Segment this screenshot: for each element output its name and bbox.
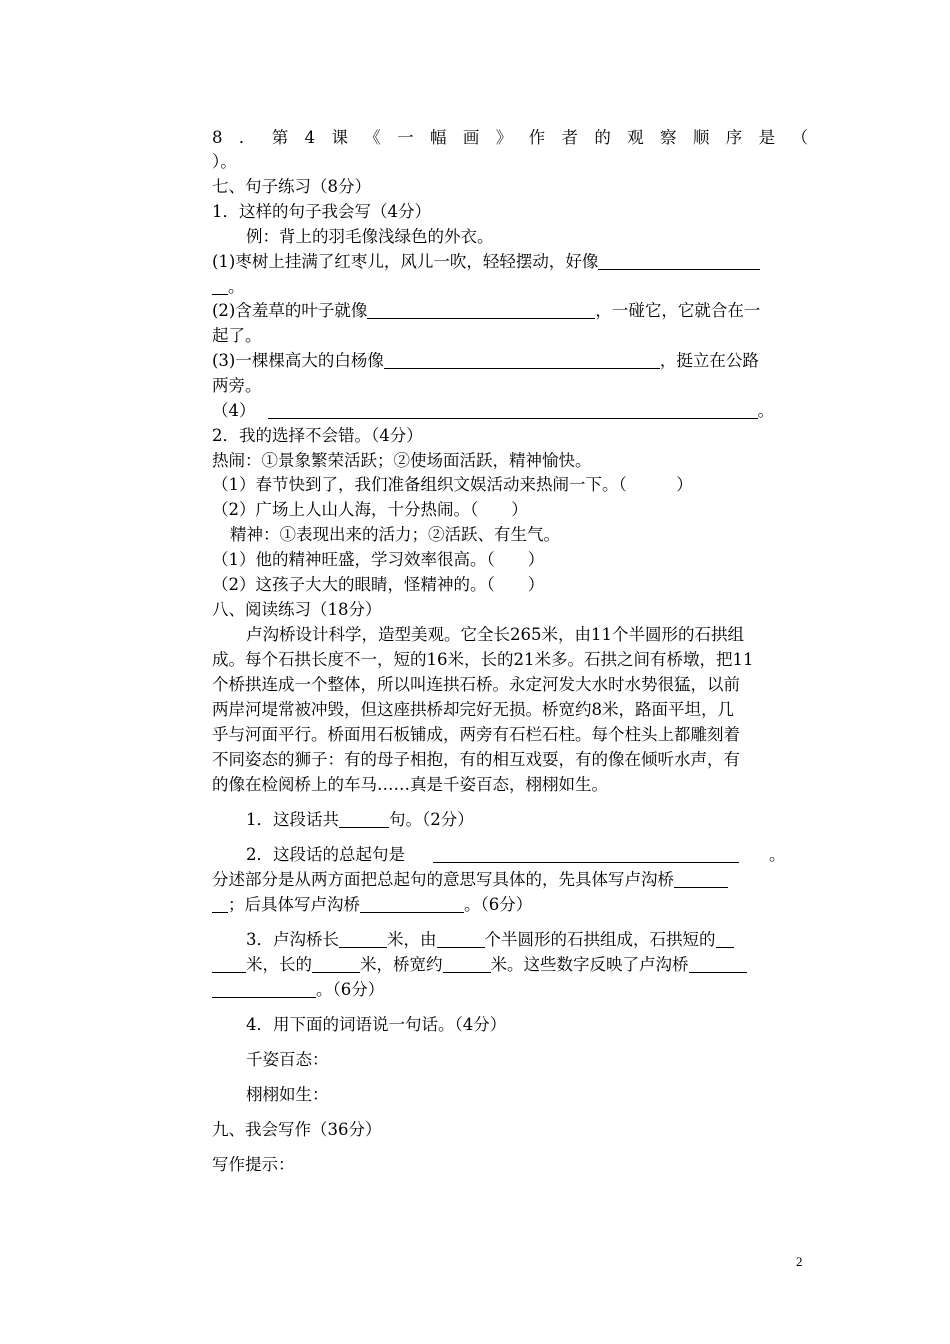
choice-4[interactable]: （2）这孩子大大的眼睛，怪精神的。（ ） [212, 575, 545, 594]
sentence-2 [212, 299, 808, 323]
text: ，挺立在公路 [659, 351, 759, 370]
answer-blank[interactable] [212, 955, 246, 973]
text: 。 [228, 277, 245, 296]
q2-heading: 2．我的选择不会错。（4分） [212, 426, 423, 445]
sentence-1-text: (1)枣树上挂满了红枣儿，风儿一吹，轻轻摆动，好像 [212, 252, 599, 271]
q8-char: 幅 [430, 128, 447, 147]
definition-jingshen: 精神：①表现出来的活力；②活跃、有生气。 [230, 525, 560, 544]
text: 分述部分是从两方面把总起句的意思写具体的，先具体写卢沟桥 [212, 870, 674, 889]
passage-line: 的像在检阅桥上的车马……真是千姿百态，栩栩如生。 [212, 775, 608, 794]
answer-blank[interactable] [437, 930, 485, 948]
choice-2[interactable]: （2）广场上人山人海，十分热闹。（ ） [212, 500, 528, 519]
sentence-2-text: (2)含羞草的叶子就像 [212, 301, 368, 320]
answer-blank[interactable] [339, 810, 389, 828]
question-8-line [212, 126, 808, 150]
reading-q1 [212, 808, 842, 832]
passage-line: 卢沟桥设计科学，造型美观。它全长265米，由11个半圆形的石拱组 [246, 625, 744, 644]
answer-blank[interactable] [689, 955, 747, 973]
page-number: 2 [796, 1254, 803, 1269]
text: 句。（2分） [389, 810, 474, 829]
passage-line: 乎与河面平行。桥面用石板铺成，两旁有石栏石柱。每个柱头上都雕刻着 [212, 725, 740, 744]
q8-char: 第 [271, 128, 289, 147]
answer-blank[interactable] [674, 870, 728, 888]
text: ）。 [212, 152, 237, 171]
q8-char: 》 [495, 128, 513, 147]
passage-line: 成。每个石拱长度不一，短的16米，长的21米多。石拱之间有桥墩，把11 [212, 650, 754, 669]
definition-renao: 热闹：①景象繁荣活跃；②使场面活跃，精神愉快。 [212, 451, 592, 470]
section-7-heading: 七、句子练习（8分） [212, 177, 371, 196]
q8-char: 的 [594, 128, 611, 147]
reading-q4: 4．用下面的词语说一句话。（4分） [246, 1015, 507, 1034]
sentence-3-text: (3)一棵棵高大的白杨像 [212, 351, 384, 370]
text: 米。这些数字反映了卢沟桥 [490, 955, 689, 974]
answer-blank[interactable] [443, 955, 491, 973]
reading-q3-cont [212, 953, 808, 977]
q8-char: 是 [758, 128, 776, 147]
answer-blank[interactable] [212, 980, 316, 998]
section-9-heading: 九、我会写作（36分） [212, 1120, 382, 1139]
q8-char: 察 [660, 128, 677, 147]
text: 米，长的 [246, 955, 312, 974]
q8-char: 一 [397, 128, 414, 147]
answer-blank[interactable] [312, 955, 360, 973]
text: 个半圆形的石拱组成，石拱短的 [484, 930, 716, 949]
q8-char: 画 [462, 128, 480, 147]
passage-line: 个桥拱连成一个整体，所以叫连拱石桥。永定河发大水时水势很猛，以前 [212, 675, 740, 694]
word-qianzibaitai: 千姿百态： [246, 1050, 329, 1069]
text: 1．这段话共 [246, 810, 339, 829]
section-8-heading: 八、阅读练习（18分） [212, 600, 382, 619]
text: 2．这段话的总起句是 [246, 845, 405, 864]
text: 。 [769, 845, 786, 864]
q8-char: 顺 [692, 128, 710, 147]
answer-blank[interactable] [212, 895, 228, 913]
q8-char: 序 [725, 128, 743, 147]
text: 。（6分） [464, 895, 533, 914]
sentence-1-cont [212, 275, 808, 299]
answer-blank[interactable] [384, 351, 660, 369]
answer-blank[interactable] [598, 252, 760, 270]
example-sentence: 例：背上的羽毛像浅绿色的外衣。 [246, 227, 494, 246]
q8-char: 者 [561, 128, 578, 147]
text: 。（6分） [316, 980, 385, 999]
writing-tips: 写作提示： [212, 1155, 295, 1174]
q8-char: 课 [331, 128, 348, 147]
text: 3．卢沟桥长 [246, 930, 339, 949]
sentence-4 [212, 399, 808, 423]
q8-char: 作 [528, 128, 546, 147]
q8-char: ． [238, 128, 256, 147]
answer-blank[interactable] [268, 401, 758, 419]
q8-char: 《 [364, 128, 381, 147]
answer-blank[interactable] [339, 930, 387, 948]
text: （4） [212, 401, 256, 420]
text: 。 [757, 401, 774, 420]
reading-q2 [212, 843, 842, 867]
reading-q2-cont2 [212, 893, 808, 917]
word-xuxurusheng: 栩栩如生： [246, 1085, 329, 1104]
answer-blank[interactable] [212, 277, 228, 295]
passage-line: 两岸河堤常被冲毁，但这座拱桥却完好无损。桥宽约8米，路面平坦，几 [212, 700, 734, 719]
answer-blank[interactable] [360, 895, 464, 913]
choice-1[interactable]: （1）春节快到了，我们准备组织文娱活动来热闹一下。（ ） [212, 475, 693, 494]
q8-char: 观 [627, 128, 644, 147]
passage-line: 不同姿态的狮子：有的母子相抱，有的相互戏耍，有的像在倾听水声，有 [212, 750, 740, 769]
q8-char: 8 [212, 128, 223, 147]
answer-blank[interactable] [716, 930, 734, 948]
text: ；后具体写卢沟桥 [228, 895, 360, 914]
question-8-cont [212, 150, 808, 174]
reading-q3-cont2 [212, 978, 808, 1002]
answer-blank[interactable] [433, 845, 739, 863]
q8-char: （ [791, 128, 808, 147]
answer-blank[interactable] [367, 301, 595, 319]
text: ，一碰它，它就合在一 [595, 301, 761, 320]
q8-char: 4 [304, 128, 316, 147]
reading-q3 [212, 928, 842, 952]
sentence-2-cont: 起了。 [212, 326, 262, 345]
text: 米，桥宽约 [360, 955, 443, 974]
choice-3[interactable]: （1）他的精神旺盛，学习效率很高。（ ） [212, 550, 545, 569]
q1-heading: 1．这样的句子我会写（4分） [212, 202, 431, 221]
sentence-3-cont: 两旁。 [212, 376, 262, 395]
text: 米，由 [387, 930, 437, 949]
sentence-3 [212, 349, 808, 373]
sentence-1 [212, 250, 808, 274]
reading-q2-cont [212, 868, 808, 892]
